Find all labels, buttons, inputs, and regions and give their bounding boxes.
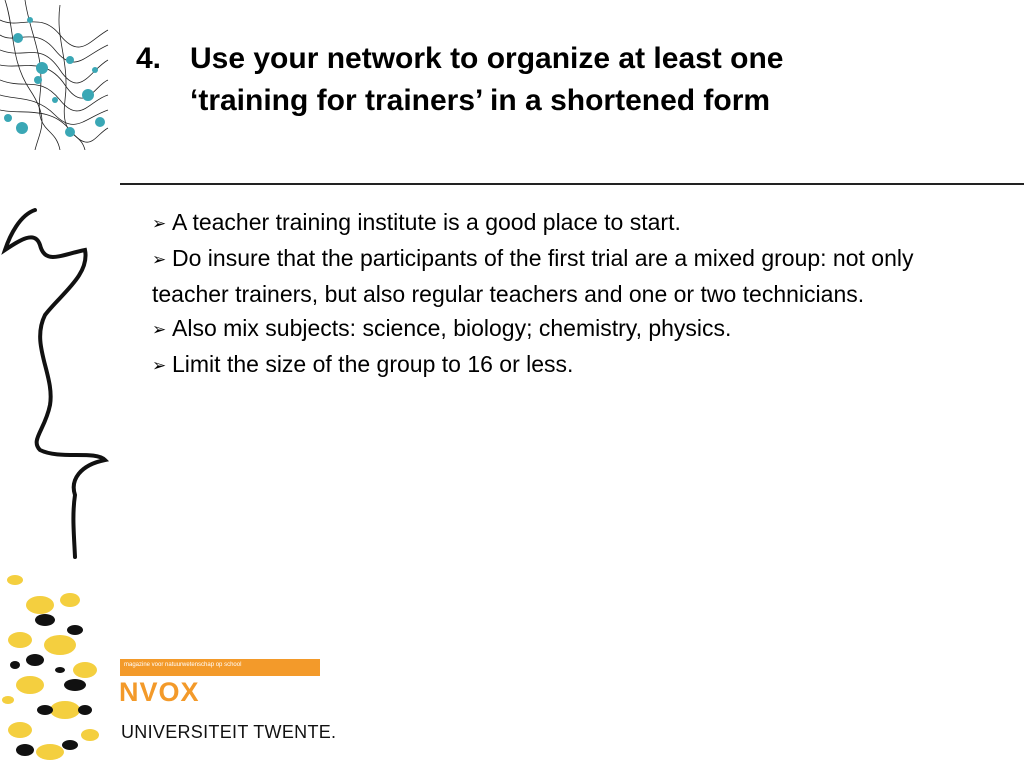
bullet-text: Limit the size of the group to 16 or less. <box>172 351 574 377</box>
title-divider <box>120 183 1024 185</box>
nvox-logo: NVOX <box>119 677 200 707</box>
arrow-bullet-icon: ➢ <box>152 320 167 339</box>
slide-title <box>136 38 996 122</box>
bullet-item <box>152 241 952 311</box>
university-twente-logo: UNIVERSITEIT TWENTE. <box>121 722 337 742</box>
bullet-list <box>152 205 952 383</box>
dotted-pattern-illustration <box>0 560 110 768</box>
bullet-text: A teacher training institute is a good place to start. <box>172 209 681 235</box>
bullet-item <box>152 311 952 347</box>
arrow-bullet-icon: ➢ <box>152 250 167 269</box>
network-illustration <box>0 0 110 150</box>
line-drawing-illustration <box>0 205 115 560</box>
nvox-tagline: magazine voor natuurwetenschap op school <box>124 662 242 668</box>
title-line-2: ‘training for trainers’ in a shortened form <box>190 84 771 117</box>
bullet-text: Also mix subjects: science, biology; chemistry, physics. <box>172 315 732 341</box>
arrow-bullet-icon: ➢ <box>152 214 167 233</box>
bullet-text: Do insure that the participants of the first trial are a mixed group: not only teacher trainers, but also regular teachers and one or two technicians. <box>152 245 914 307</box>
title-line-1: Use your network to organize at least one <box>190 42 784 75</box>
bullet-item <box>152 205 952 241</box>
title-text <box>190 38 996 122</box>
bullet-item <box>152 347 952 383</box>
arrow-bullet-icon: ➢ <box>152 356 167 375</box>
title-number: 4. <box>136 42 162 75</box>
